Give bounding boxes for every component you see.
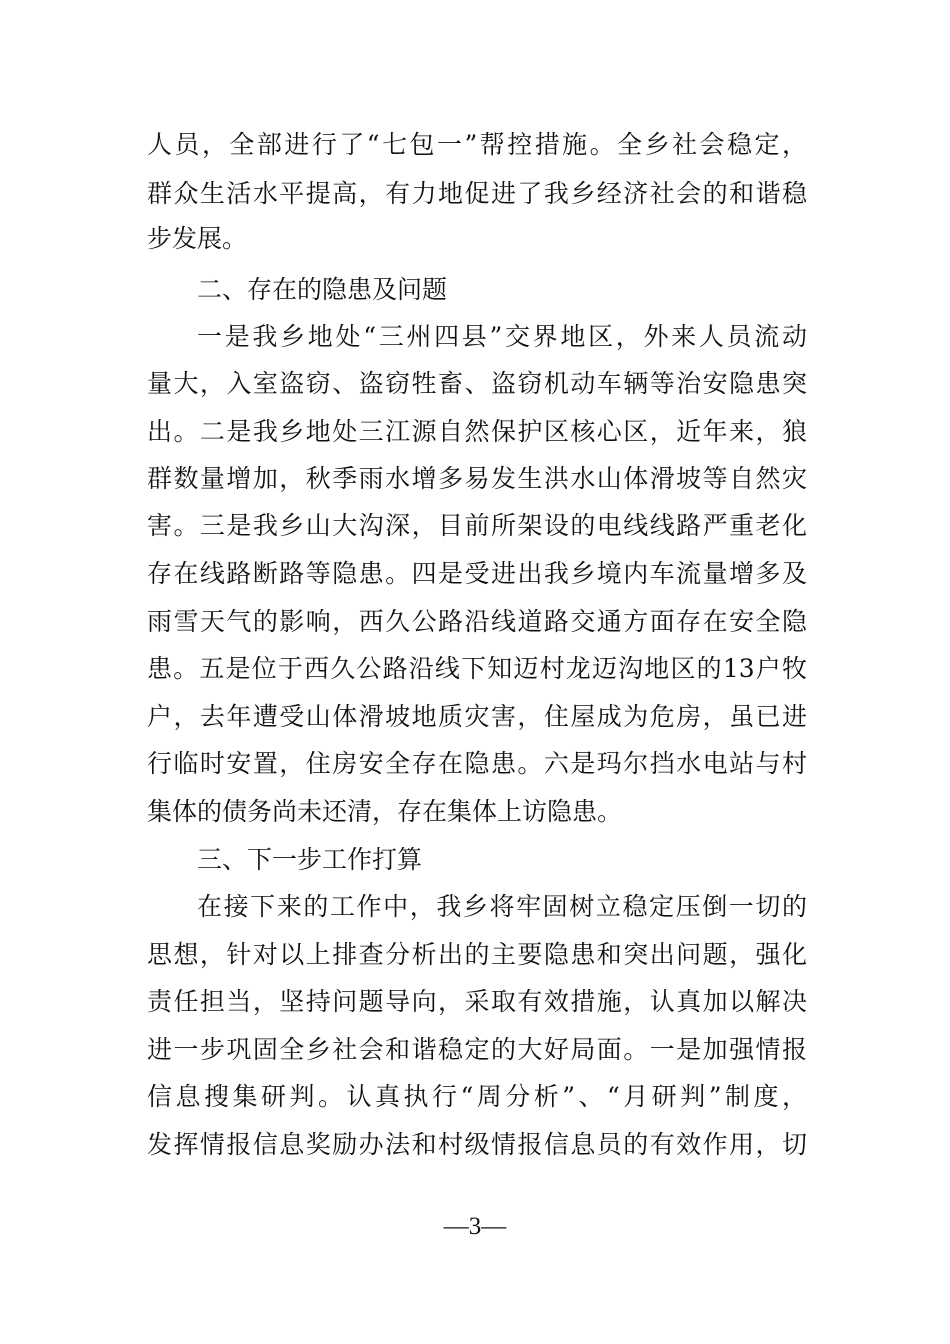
text-line: 步发展。 [147,224,248,253]
text-line: 在接下来的工作中，我乡将牢固树立稳定压倒一切的 [197,892,807,921]
text-line: 责任担当，坚持问题导向，采取有效措施，认真加以解决 [147,987,807,1016]
text-line: 存在线路断路等隐患。四是受进出我乡境内车流量增多及 [147,559,807,588]
section-heading: 二、存在的隐患及问题 [197,275,448,304]
text-line: 患。五是位于西久公路沿线下知迈村龙迈沟地区的13户牧 [147,654,807,683]
text-line: 户，去年遭受山体滑坡地质灾害，住屋成为危房，虽已进 [147,702,807,731]
text-line: 一是我乡地处“三州四县”交界地区，外来人员流动 [197,322,807,351]
text-line: 发挥情报信息奖励办法和村级情报信息员的有效作用，切 [147,1130,807,1159]
text-line: 群众生活水平提高，有力地促进了我乡经济社会的和谐稳 [147,179,807,208]
text-line: 进一步巩固全乡社会和谐稳定的大好局面。一是加强情报 [147,1035,807,1064]
text-line: 集体的债务尚未还清，存在集体上访隐患。 [147,797,623,826]
text-line: 群数量增加，秋季雨水增多易发生洪水山体滑坡等自然灾 [147,464,807,493]
text-line: 害。三是我乡山大沟深，目前所架设的电线线路严重老化 [147,511,807,540]
text-line: 人员，全部进行了“七包一”帮控措施。全乡社会稳定， [147,130,807,159]
text-line: 雨雪天气的影响，西久公路沿线道路交通方面存在安全隐 [147,607,807,636]
text-line: 信息搜集研判。认真执行“周分析”、“月研判”制度， [147,1082,807,1111]
section-heading: 三、下一步工作打算 [197,845,423,874]
text-line: 量大，入室盗窃、盗窃牲畜、盗窃机动车辆等治安隐患突 [147,369,807,398]
page-number: —3— [443,1213,507,1240]
text-line: 思想，针对以上排查分析出的主要隐患和突出问题，强化 [147,940,807,969]
text-line: 行临时安置，住房安全存在隐患。六是玛尔挡水电站与村 [147,749,807,778]
text-line: 出。二是我乡地处三江源自然保护区核心区，近年来，狼 [147,417,807,446]
